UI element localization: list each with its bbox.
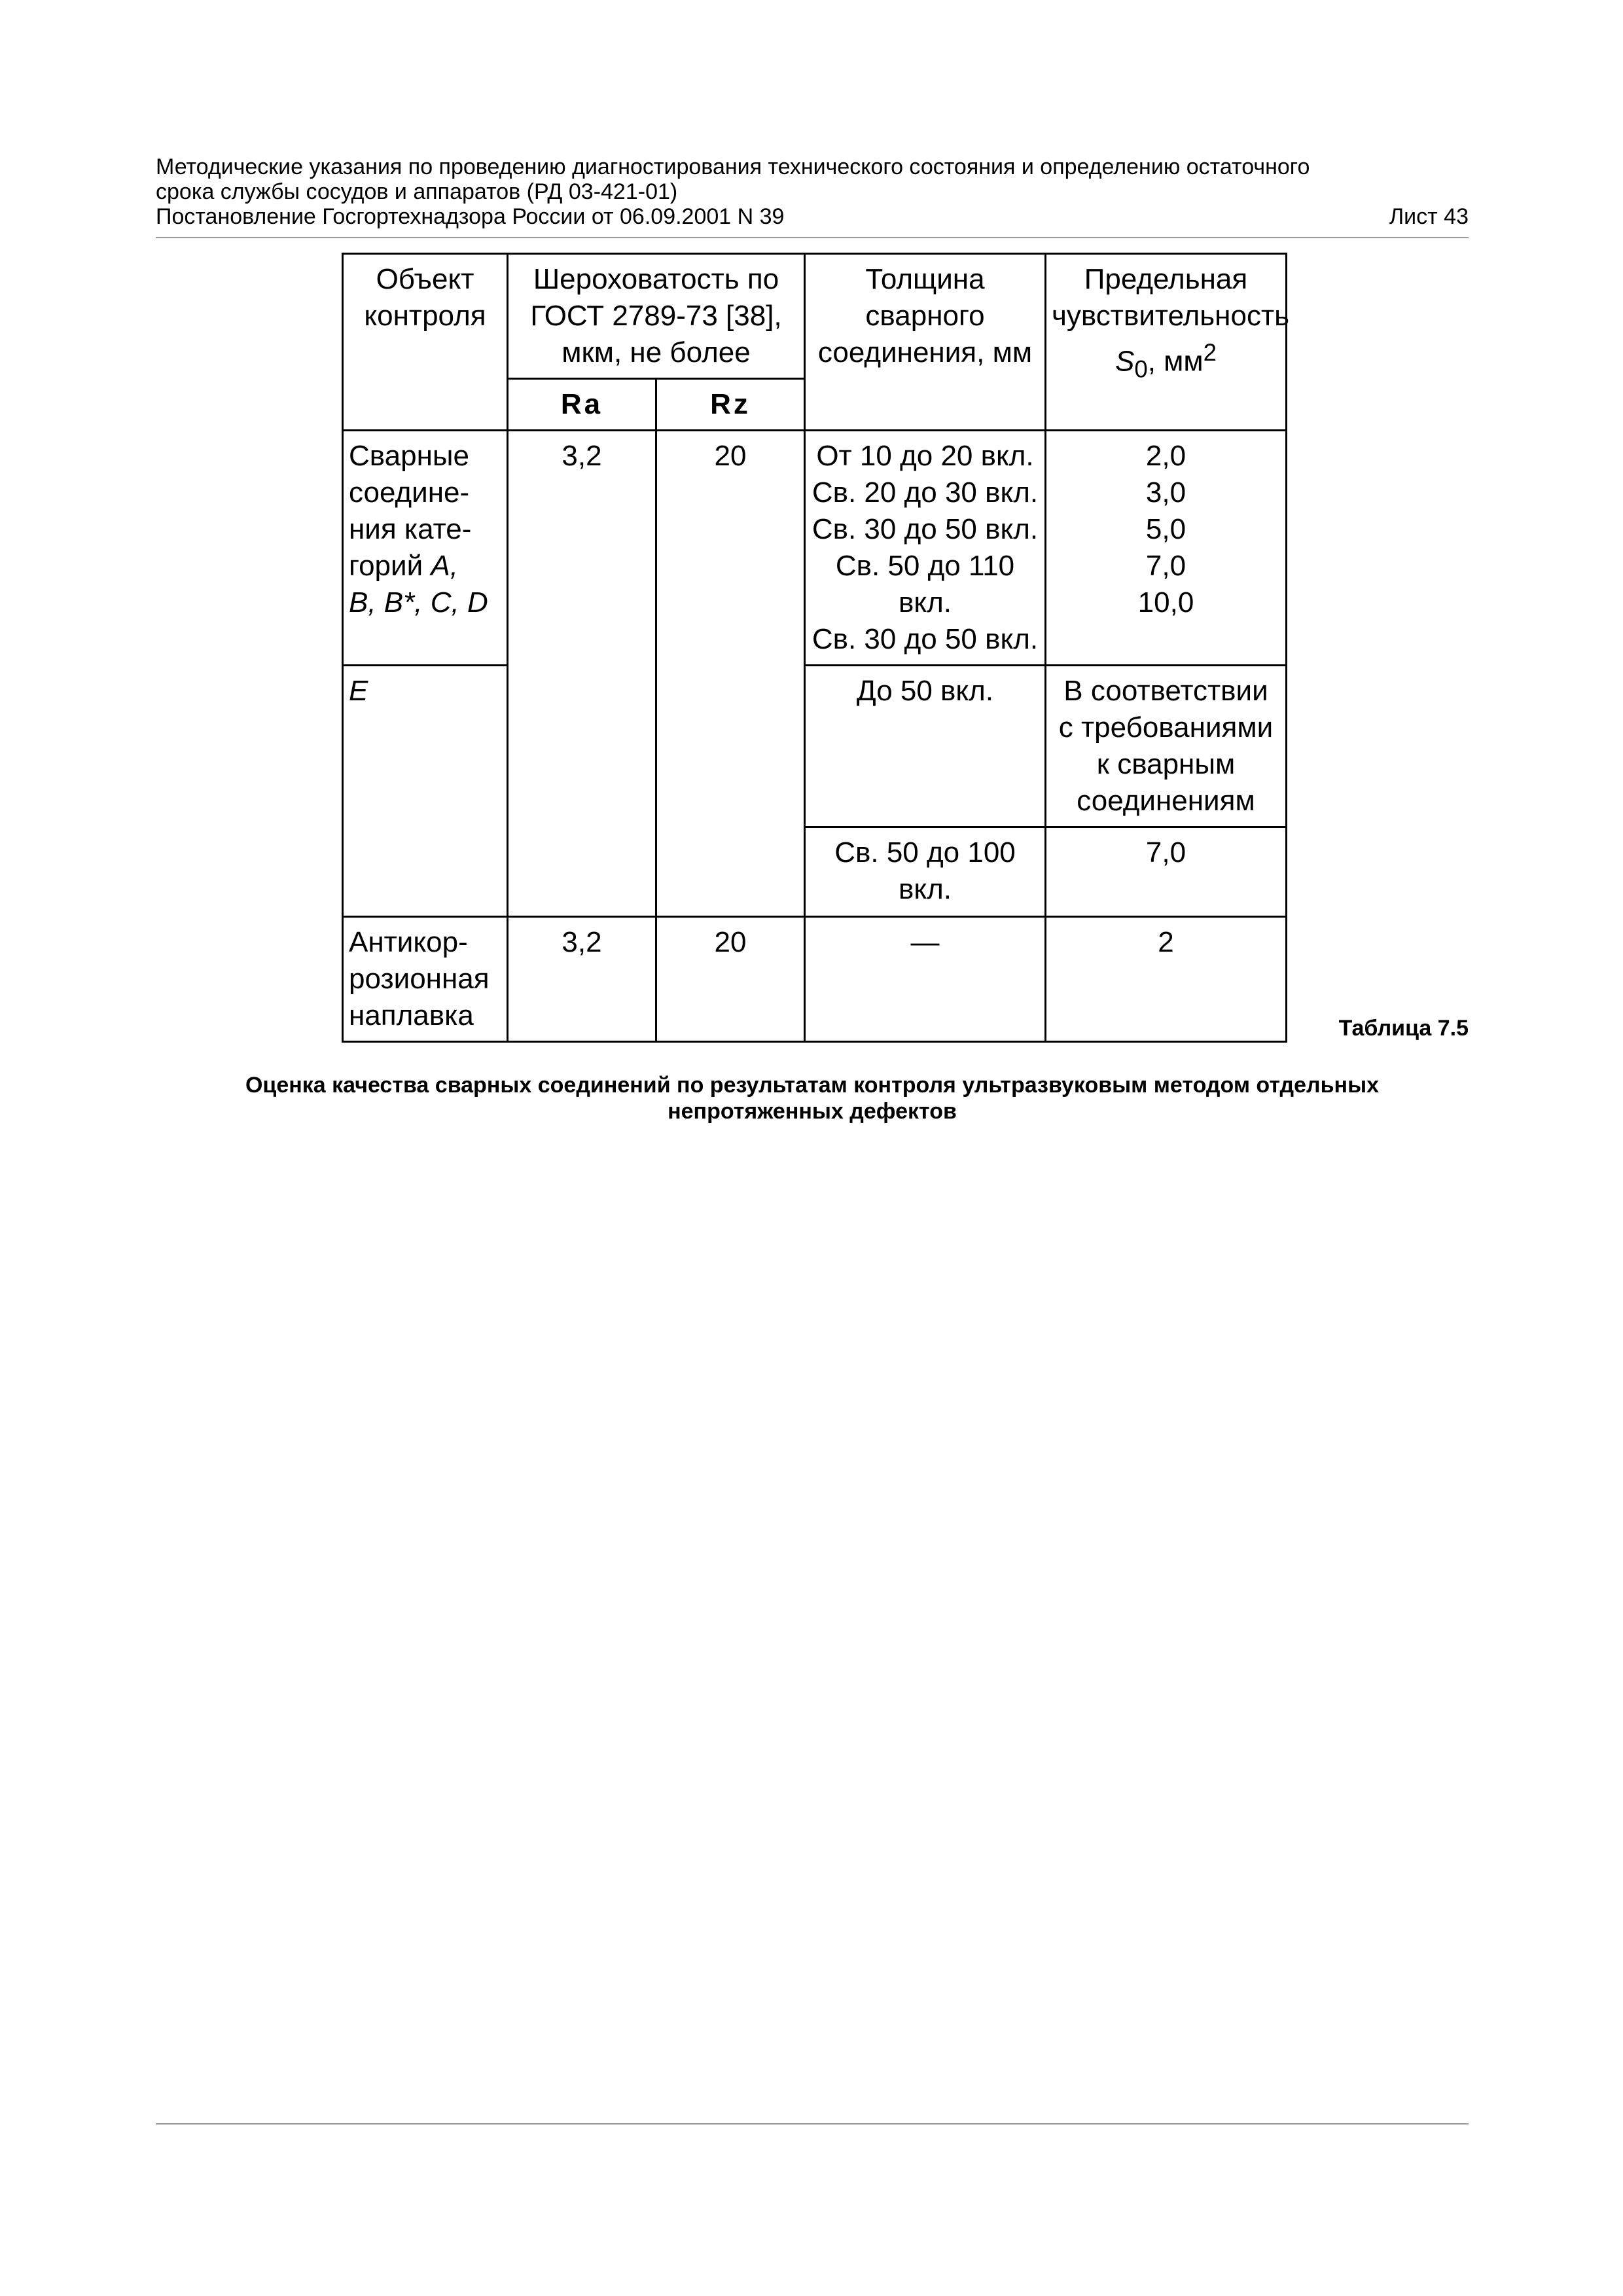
footer-divider bbox=[156, 2123, 1469, 2125]
cell-sensitivity-e-lower: 7,0 bbox=[1046, 827, 1287, 917]
header-roughness: Шероховатость по ГОСТ 2789-73 [38], мкм, не более bbox=[508, 254, 805, 379]
cell-object-e: E bbox=[343, 666, 508, 917]
cell-sensitivity-welds: 2,0 3,0 5,0 7,0 10,0 bbox=[1046, 431, 1287, 666]
header-rz: Rz bbox=[656, 379, 805, 431]
cell-sensitivity-e-upper: В соответствии с требованиями к сварным соединениям bbox=[1046, 666, 1287, 827]
table-number: Таблица 7.5 bbox=[1338, 1016, 1469, 1041]
welds-object-label: Сварные соедине- ния кате- горий bbox=[349, 440, 472, 582]
page-header bbox=[156, 154, 1469, 229]
sensitivity-unit: , мм bbox=[1147, 345, 1204, 378]
resolution-reference: Постановление Госгортехнадзора России от 06.09.2001 N 39 bbox=[156, 204, 785, 229]
sensitivity-symbol: S bbox=[1115, 345, 1135, 378]
table-header-row bbox=[343, 254, 1287, 379]
table-caption: Оценка качества сварных соединений по результатам контроля ультразвуковым методом отдельных непротяженных дефектов bbox=[245, 1073, 1380, 1124]
header-ra: Ra bbox=[508, 379, 656, 431]
quality-table bbox=[342, 253, 1290, 1043]
cell-thickness-e-lower: Св. 50 до 100 вкл. bbox=[805, 827, 1046, 917]
cell-object-welds bbox=[343, 431, 508, 666]
sensitivity-superscript: 2 bbox=[1203, 339, 1217, 366]
cell-object-cladding: Антикор- розионная наплавка bbox=[343, 917, 508, 1042]
cell-thickness-cladding: — bbox=[805, 917, 1046, 1042]
table-row-welds bbox=[343, 431, 1287, 666]
cell-thickness-e-upper: До 50 вкл. bbox=[805, 666, 1046, 827]
sheet-number: Лист 43 bbox=[1389, 204, 1469, 229]
header-object: Объект контроля bbox=[343, 254, 508, 431]
header-sensitivity bbox=[1046, 254, 1290, 431]
header-meta-row bbox=[156, 204, 1469, 229]
document-title-line-2: срока службы сосудов и аппаратов (РД 03-421-01) bbox=[156, 179, 678, 204]
welds-categories: A, B, B*, C, D bbox=[349, 550, 488, 619]
table-row-cladding bbox=[343, 917, 1287, 1042]
cell-ra-welds: 3,2 bbox=[508, 431, 656, 917]
sensitivity-subscript: 0 bbox=[1134, 355, 1148, 383]
cell-ra-cladding: 3,2 bbox=[508, 917, 656, 1042]
cell-sensitivity-cladding: 2 bbox=[1046, 917, 1287, 1042]
document-title-line-1: Методические указания по проведению диагностирования технического состояния и определению остаточного bbox=[156, 154, 1310, 179]
cell-rz-welds: 20 bbox=[656, 431, 805, 917]
header-thickness: Толщина сварного соединения, мм bbox=[805, 254, 1046, 431]
header-divider bbox=[156, 237, 1469, 238]
cell-rz-cladding: 20 bbox=[656, 917, 805, 1042]
header-sensitivity-label: Предельная чувствительность bbox=[1052, 263, 1290, 332]
cell-thickness-welds: От 10 до 20 вкл. Св. 20 до 30 вкл. Св. 30 до 50 вкл. Св. 50 до 110 вкл. Св. 30 до 50 вкл. bbox=[805, 431, 1046, 666]
table-row-e-upper bbox=[343, 666, 1287, 827]
